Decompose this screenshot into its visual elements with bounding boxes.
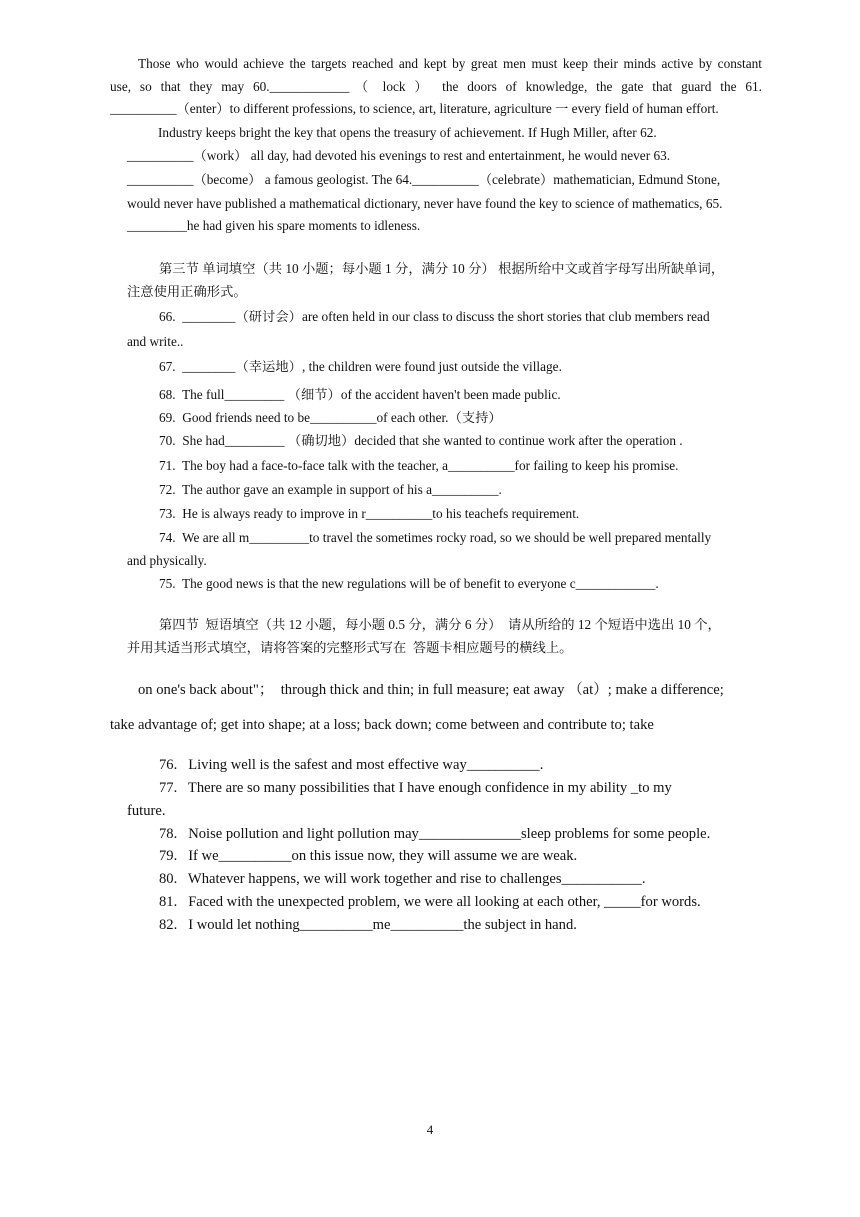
question-item: 79. If we__________on this issue now, they will assume we are weak. (159, 848, 578, 864)
question-item: 67. ________（幸运地）, the children were found just outside the village. (159, 359, 562, 374)
question-item: 66. ________（研讨会）are often held in our class to discuss the short stories that club members read (159, 309, 710, 324)
question-item: future. (127, 803, 166, 819)
section3-title: 第三节 单词填空（共 10 小题；每小题 1 分，满分 10 分） 根据所给中文或首字母写出所缺单词， (159, 261, 725, 276)
question-item: 81. Faced with the unexpected problem, we were all looking at each other, _____for words. (159, 894, 701, 910)
question-item: 80. Whatever happens, we will work together and rise to challenges___________. (159, 871, 646, 887)
question-item: 69. Good friends need to be__________of each other.（支持） (159, 410, 502, 425)
passage-line: would never have published a mathematical dictionary, never have found the key to science of mathematics, 65. (127, 196, 723, 211)
question-item: 82. I would let nothing__________me__________the subject in hand. (159, 917, 577, 933)
question-item: 71. The boy had a face-to-face talk with the teacher, a__________for failing to keep his promise. (159, 458, 679, 473)
passage-line: Industry keeps bright the key that opens the treasury of achievement. If Hugh Miller, after 62. (158, 125, 657, 140)
section4-title-cont: 并用其适当形式填空，请将答案的完整形式写在 答题卡相应题号的横线上。 (127, 640, 573, 655)
passage-line: _________he had given his spare moments to idleness. (127, 218, 421, 233)
question-item: 68. The full_________ （细节）of the accident haven't been made public. (159, 387, 561, 402)
passage-line: __________（become） a famous geologist. The 64.__________（celebrate）mathematician, Edmund Stone, (127, 172, 721, 187)
question-item: 73. He is always ready to improve in r__________to his teachefs requirement. (159, 506, 580, 521)
phrase-bank-line: take advantage of; get into shape; at a loss; back down; come between and contribute to; take (110, 717, 654, 733)
question-item: and write.. (127, 334, 184, 349)
section4-title: 第四节 短语填空（共 12 小题，每小题 0.5 分，满分 6 分） 请从所给的 12 个短语中选出 10 个， (159, 617, 721, 632)
question-item: 70. She had_________ （确切地）decided that she wanted to continue work after the operation . (159, 433, 683, 448)
page-number: 4 (426, 1122, 434, 1137)
question-item: 77. There are so many possibilities that I have enough confidence in my ability _to my (159, 780, 672, 796)
passage-line: __________（enter）to different professions, to science, art, literature, agriculture 一 every field of human effort. (110, 101, 719, 116)
section3-title-cont: 注意使用正确形式。 (127, 284, 247, 299)
passage-line: __________（work） all day, had devoted his evenings to rest and entertainment, he would never 63. (127, 148, 671, 163)
passage-line: use, so that they may 60.____________（ lock ） the doors of knowledge, the gate that guard the 61. (110, 79, 762, 94)
question-item: 74. We are all m_________to travel the sometimes rocky road, so we should be well prepared mentally (159, 530, 712, 545)
question-item: 72. The author gave an example in support of his a__________. (159, 482, 502, 497)
question-item: 75. The good news is that the new regulations will be of benefit to everyone c____________. (159, 576, 659, 591)
question-item: 78. Noise pollution and light pollution may______________sleep problems for some people. (159, 826, 711, 842)
phrase-bank-line: on one's back about"； through thick and thin; in full measure; eat away （at）; make a difference; (138, 682, 724, 698)
question-item: and physically. (127, 553, 207, 568)
passage-line: Those who would achieve the targets reached and kept by great men must keep their minds active by constant (138, 56, 762, 71)
question-item: 76. Living well is the safest and most effective way__________. (159, 757, 544, 773)
